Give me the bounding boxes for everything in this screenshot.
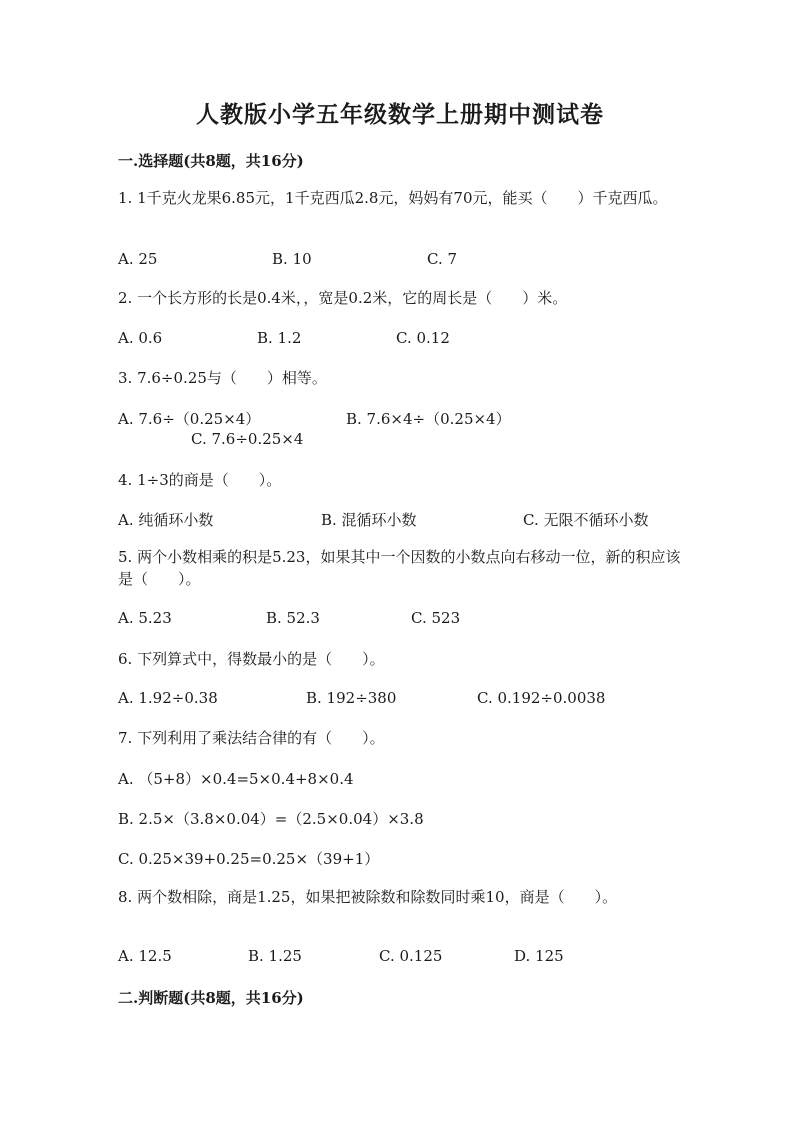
option-5a: A. 5.23: [118, 609, 172, 627]
option-5c: C. 523: [411, 609, 461, 627]
section-heading-choice: 一.选择题(共8题，共16分): [118, 152, 304, 170]
option-8d: D. 125: [514, 947, 564, 965]
question-2: 2. 一个长方形的长是0.4米，，宽是0.2米，它的周长是（ ）米。: [118, 289, 568, 307]
option-1c: C. 7: [427, 250, 458, 268]
option-8b: B. 1.25: [248, 947, 302, 965]
question-4: 4. 1÷3的商是（ ）。: [118, 471, 282, 489]
option-3b: B. 7.6×4÷（0.25×4）: [346, 410, 511, 428]
option-6a: A. 1.92÷0.38: [118, 689, 218, 707]
question-1: 1. 1千克火龙果6.85元，1千克西瓜2.8元，妈妈有70元，能买（ ）千克西瓜。: [118, 189, 668, 207]
option-5b: B. 52.3: [266, 609, 320, 627]
option-3a: A. 7.6÷（0.25×4）: [118, 410, 261, 428]
option-1b: B. 10: [272, 250, 312, 268]
question-6: 6. 下列算式中，得数最小的是（ ）。: [118, 650, 385, 668]
question-3: 3. 7.6÷0.25与（ ）相等。: [118, 369, 327, 387]
option-2a: A. 0.6: [118, 329, 163, 347]
question-7: 7. 下列利用了乘法结合律的有（ ）。: [118, 729, 385, 747]
option-4b: B. 混循环小数: [321, 511, 417, 529]
question-8: 8. 两个数相除，商是1.25，如果把被除数和除数同时乘10，商是（ ）。: [118, 888, 618, 906]
question-5: 5. 两个小数相乘的积是5.23，如果其中一个因数的小数点向右移动一位，新的积应该是（ ）。: [118, 548, 681, 588]
option-3c: C. 7.6÷0.25×4: [191, 430, 304, 448]
section-heading-judgment: 二.判断题(共8题，共16分): [118, 989, 304, 1007]
option-4a: A. 纯循环小数: [118, 511, 214, 529]
option-8c: C. 0.125: [379, 947, 443, 965]
option-2c: C. 0.12: [396, 329, 450, 347]
option-7b: B. 2.5×（3.8×0.04）=（2.5×0.04）×3.8: [118, 810, 424, 828]
page-title: 人教版小学五年级数学上册期中测试卷: [196, 101, 604, 128]
option-8a: A. 12.5: [118, 947, 172, 965]
option-7c: C. 0.25×39+0.25=0.25×（39+1）: [118, 850, 380, 868]
option-4c: C. 无限不循环小数: [523, 511, 649, 529]
option-6c: C. 0.192÷0.0038: [477, 689, 606, 707]
option-7a: A. （5+8）×0.4=5×0.4+8×0.4: [118, 770, 354, 788]
option-6b: B. 192÷380: [306, 689, 397, 707]
option-2b: B. 1.2: [257, 329, 302, 347]
option-1a: A. 25: [118, 250, 158, 268]
